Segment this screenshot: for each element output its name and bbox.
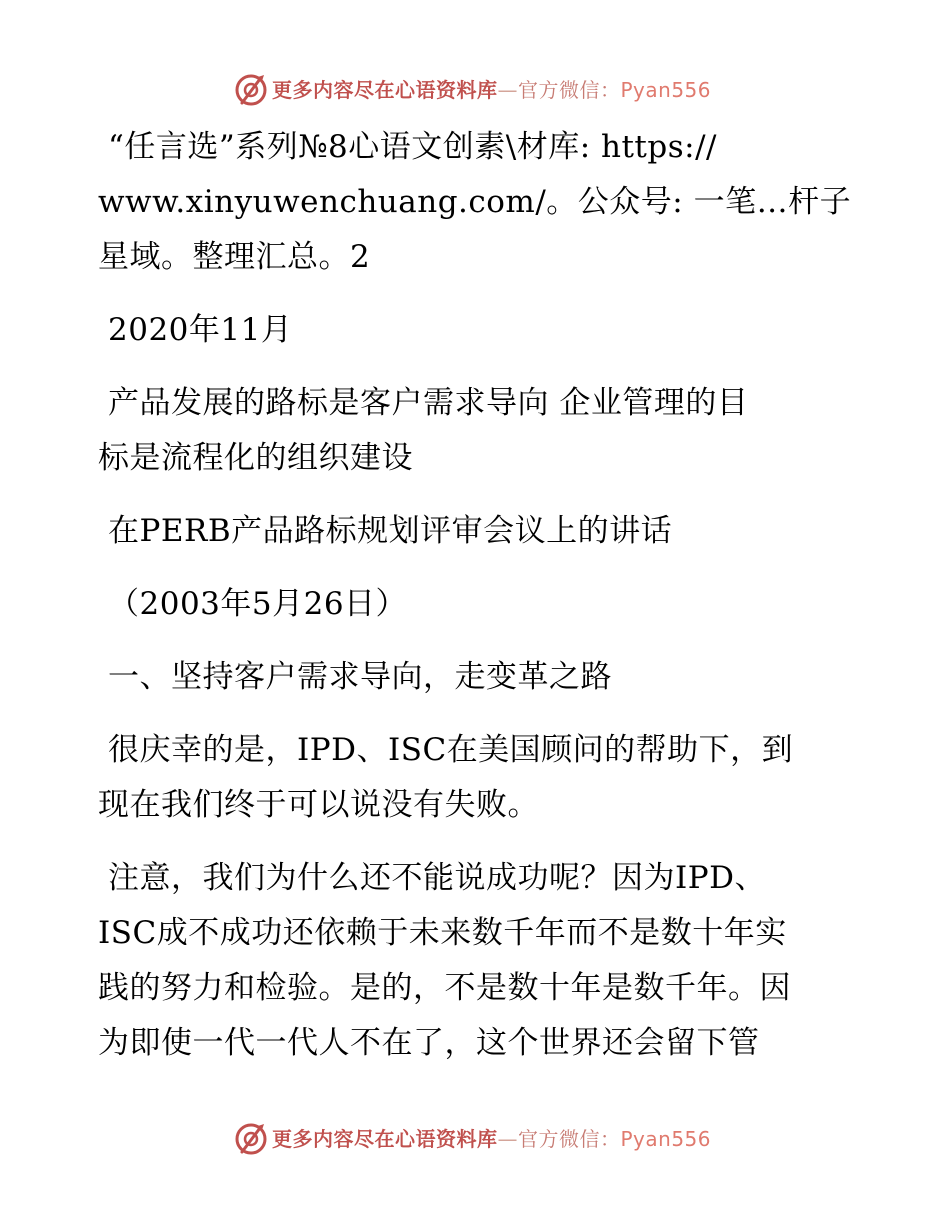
brand-logo-icon [234,73,268,107]
body-paragraph [98,723,848,833]
title-line: 产品发展的路标是客户需求导向 企业管理的目 [108,385,749,421]
watermark-text [272,1127,711,1151]
speech-date-text: （2003年5月26日） [108,586,408,622]
document-date [98,303,848,358]
speech-date [98,577,848,632]
watermark-text [272,78,711,102]
watermark-wechat-id: Pyan556 [620,1127,712,1151]
section-heading [98,650,848,705]
subtitle-text: 在PERB产品路标规划评审会议上的讲话 [108,513,673,549]
paragraph-line: 为即使一代一代人不在了，这个世界还会留下管 [98,1025,760,1061]
date-text: 2020年11月 [108,312,293,348]
intro-line: “任言选”系列№8心语文创素\材库: https:// [108,129,717,165]
intro-line: www.xinyuwenchuang.com/。公众号: 一笔…杆子 [98,184,852,220]
watermark-dash: — [497,78,518,102]
watermark-main: 更多内容尽在心语资料库 [272,78,498,102]
document-body [98,120,852,1071]
brand-logo-icon [234,1122,268,1156]
paragraph-line: 践的努力和检验。是的，不是数十年是数千年。因 [98,970,791,1006]
watermark-sub: 官方微信： [518,78,621,102]
watermark-sub: 官方微信： [518,1127,621,1151]
intro-paragraph [98,120,852,285]
paragraph-line: 注意，我们为什么还不能说成功呢？因为IPD、 [108,860,766,896]
paragraph-line: 现在我们终于可以说没有失败。 [98,787,539,823]
title-line: 标是流程化的组织建设 [98,440,413,476]
paragraph-line: 很庆幸的是，IPD、ISC在美国顾问的帮助下，到 [108,732,794,768]
intro-line: 星域。整理汇总。2 [98,239,371,275]
paragraph-line: ISC成不成功还依赖于未来数千年而不是数十年实 [98,915,787,951]
document-subtitle [98,504,848,559]
watermark-dash: — [497,1127,518,1151]
document-title [98,376,848,486]
footer-watermark-banner [0,1121,950,1157]
body-paragraph [98,851,848,1071]
header-watermark-banner [0,72,950,108]
section-heading-text: 一、坚持客户需求导向，走变革之路 [108,659,612,695]
watermark-wechat-id: Pyan556 [620,78,712,102]
watermark-main: 更多内容尽在心语资料库 [272,1127,498,1151]
